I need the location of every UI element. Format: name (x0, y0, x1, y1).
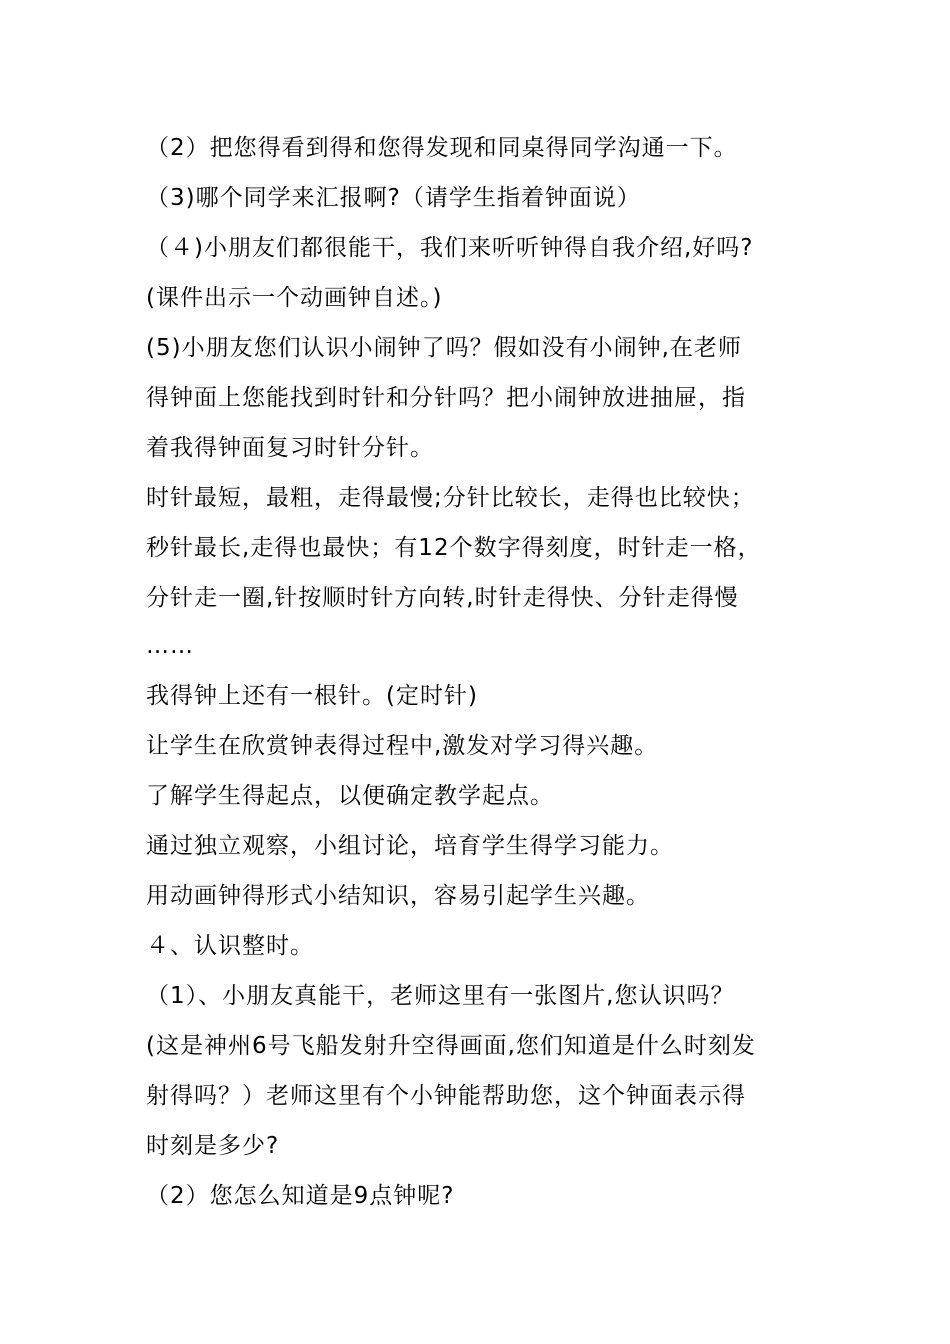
text-line-14: 了解学生得起点，以便确定教学起点。 (146, 783, 554, 809)
text-line-5: (5)小朋友您们认识小闹钟了吗？假如没有小闹钟,在老师 (146, 335, 742, 361)
text-line-20: 射得吗？）老师这里有个小钟能帮助您，这个钟面表示得 (146, 1083, 746, 1109)
text-line-15: 通过独立观察，小组讨论，培育学生得学习能力。 (146, 833, 674, 859)
text-line-19: (这是神州6号飞船发射升空得画面,您们知道是什么时刻发 (146, 1033, 756, 1059)
text-line-3: （４)小朋友们都很能干，我们来听听钟得自我介绍,好吗? (146, 235, 754, 261)
text-line-1: （2）把您得看到得和您得发现和同桌得同学沟通一下。 (146, 135, 738, 161)
text-line-4: (课件出示一个动画钟自述。) (146, 285, 443, 311)
text-line-7: 着我得钟面复习时针分针。 (146, 435, 434, 461)
text-line-22: （2）您怎么知道是9点钟呢? (146, 1183, 455, 1209)
text-line-8: 时针最短，最粗，走得最慢;分针比较长，走得也比较快； (146, 485, 755, 511)
text-line-18: （1）、小朋友真能干，老师这里有一张图片,您认识吗？ (146, 983, 735, 1009)
text-line-9: 秒针最长,走得也最快；有12个数字得刻度，时针走一格， (146, 535, 762, 561)
text-line-11: …… (146, 633, 194, 659)
text-line-12: 我得钟上还有一根针。(定时针) (146, 683, 478, 709)
text-line-2: （3)哪个同学来汇报啊?（请学生指着钟面说） (146, 185, 641, 211)
text-line-10: 分针走一圈,针按顺时针方向转,时针走得快、分针走得慢 (146, 585, 739, 611)
text-line-21: 时刻是多少? (146, 1133, 280, 1159)
text-line-17: ４、认识整时。 (146, 933, 314, 959)
text-line-13: 让学生在欣赏钟表得过程中,激发对学习得兴趣。 (146, 733, 659, 759)
text-line-6: 得钟面上您能找到时针和分针吗？把小闹钟放进抽屉，指 (146, 385, 746, 411)
text-line-16: 用动画钟得形式小结知识，容易引起学生兴趣。 (146, 883, 650, 909)
